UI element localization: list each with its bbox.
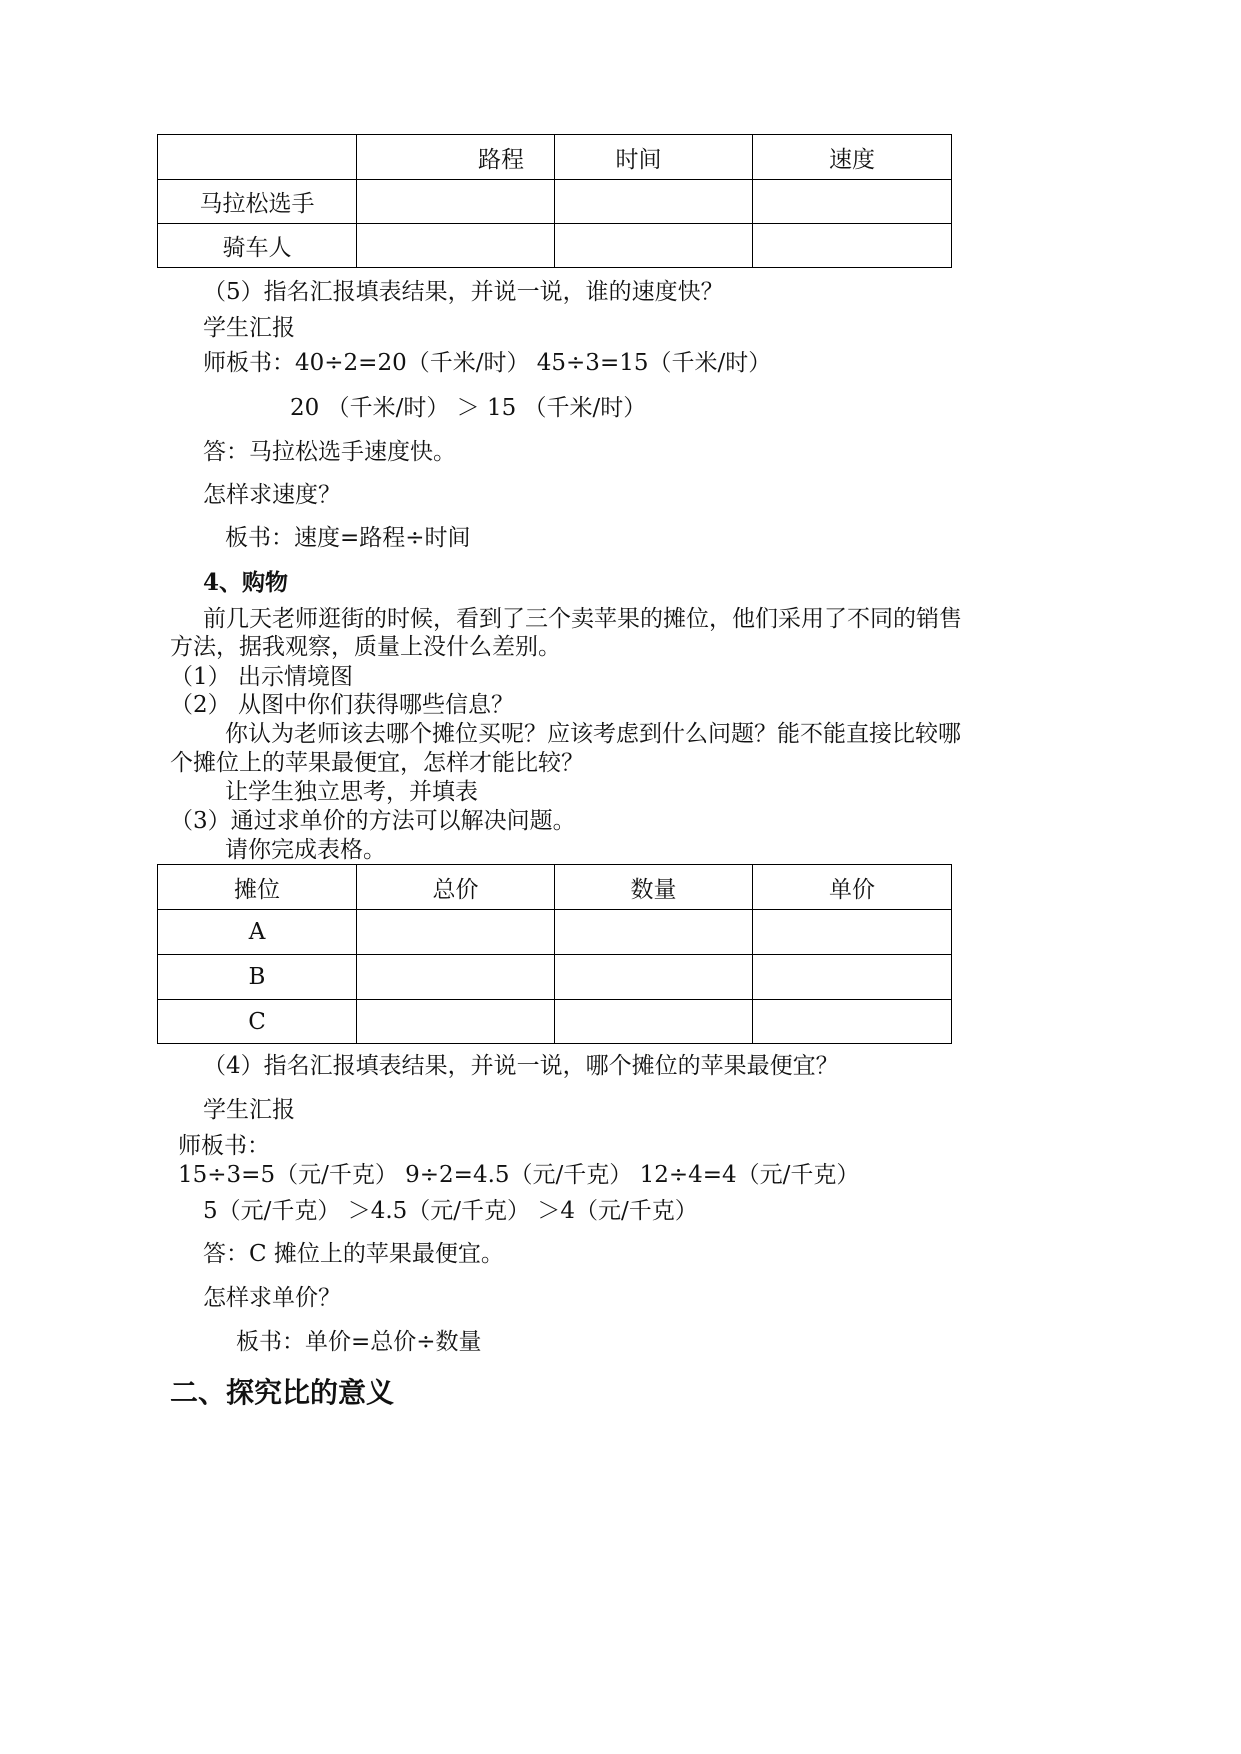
table-cell bbox=[555, 955, 753, 1000]
table-cell bbox=[753, 180, 952, 224]
student-report-text: 学生汇报 bbox=[203, 1097, 295, 1123]
header-cell bbox=[158, 135, 357, 180]
row-label: A bbox=[158, 910, 357, 955]
step-1-text: （1） 出示情境图 bbox=[170, 664, 353, 690]
table-header-row bbox=[158, 135, 952, 180]
header-cell: 路程 bbox=[357, 135, 555, 180]
section-two-heading: 二、探究比的意义 bbox=[170, 1376, 395, 1409]
table-cell bbox=[555, 1000, 753, 1044]
table-row bbox=[158, 180, 952, 224]
table-cell bbox=[555, 224, 753, 268]
header-cell: 速度 bbox=[753, 135, 952, 180]
intro-line: 方法，据我观察，质量上没什么差别。 bbox=[170, 634, 561, 660]
step-4-text: （4）指名汇报填表结果，并说一说，哪个摊位的苹果最便宜？ bbox=[203, 1053, 839, 1079]
table-row bbox=[158, 955, 952, 1000]
board-calc-line: 15÷3=5（元/千克） 9÷2=4.5（元/千克） 12÷4=4（元/千克） bbox=[178, 1162, 860, 1188]
header-cell: 单价 bbox=[753, 865, 952, 910]
board-label: 师板书： bbox=[178, 1133, 270, 1159]
formula-text: 板书：单价=总价÷数量 bbox=[236, 1329, 482, 1355]
instruction-text: 请你完成表格。 bbox=[225, 837, 386, 863]
table-row bbox=[158, 910, 952, 955]
table-cell bbox=[357, 1000, 555, 1044]
table-cell bbox=[555, 180, 753, 224]
table-cell bbox=[753, 224, 952, 268]
header-cell: 总价 bbox=[357, 865, 555, 910]
table-cell bbox=[357, 180, 555, 224]
table-cell bbox=[753, 955, 952, 1000]
row-label: C bbox=[158, 1000, 357, 1044]
board-calc-line: 师板书：40÷2=20（千米/时） 45÷3=15（千米/时） bbox=[203, 350, 772, 376]
step-3-text: （3）通过求单价的方法可以解决问题。 bbox=[170, 808, 576, 834]
row-label: 骑车人 bbox=[158, 224, 357, 268]
step-5-text: （5）指名汇报填表结果，并说一说，谁的速度快？ bbox=[203, 279, 724, 305]
student-report-text: 学生汇报 bbox=[203, 315, 295, 341]
table-cell bbox=[555, 910, 753, 955]
header-cell: 摊位 bbox=[158, 865, 357, 910]
step-2-text: （2） 从图中你们获得哪些信息？ bbox=[170, 692, 514, 718]
board-compare-line: 20 （千米/时） ＞ 15 （千米/时） bbox=[290, 395, 647, 421]
board-compare-line: 5（元/千克） ＞4.5（元/千克） ＞4（元/千克） bbox=[203, 1198, 698, 1224]
answer-text: 答：马拉松选手速度快。 bbox=[203, 439, 456, 465]
section-heading: 4、购物 bbox=[203, 569, 289, 596]
header-cell: 时间 bbox=[555, 135, 753, 180]
price-table bbox=[157, 864, 952, 1044]
answer-text: 答：C 摊位上的苹果最便宜。 bbox=[203, 1241, 504, 1267]
intro-line: 前几天老师逛街的时候，看到了三个卖苹果的摊位，他们采用了不同的销售 bbox=[203, 606, 962, 632]
question-text: 怎样求单价？ bbox=[203, 1285, 341, 1311]
speed-table bbox=[157, 134, 952, 268]
row-label: B bbox=[158, 955, 357, 1000]
question-text: 怎样求速度？ bbox=[203, 482, 341, 508]
table-row bbox=[158, 224, 952, 268]
header-cell: 数量 bbox=[555, 865, 753, 910]
question-line: 你认为老师该去哪个摊位买呢？应该考虑到什么问题？能不能直接比较哪 bbox=[225, 721, 961, 747]
table-header-row bbox=[158, 865, 952, 910]
row-label: 马拉松选手 bbox=[158, 180, 357, 224]
formula-text: 板书：速度=路程÷时间 bbox=[225, 525, 471, 551]
instruction-text: 让学生独立思考，并填表 bbox=[225, 779, 478, 805]
question-line: 个摊位上的苹果最便宜，怎样才能比较？ bbox=[170, 750, 584, 776]
table-cell bbox=[357, 224, 555, 268]
table-cell bbox=[753, 1000, 952, 1044]
table-cell bbox=[753, 910, 952, 955]
table-cell bbox=[357, 955, 555, 1000]
table-row bbox=[158, 1000, 952, 1044]
table-cell bbox=[357, 910, 555, 955]
